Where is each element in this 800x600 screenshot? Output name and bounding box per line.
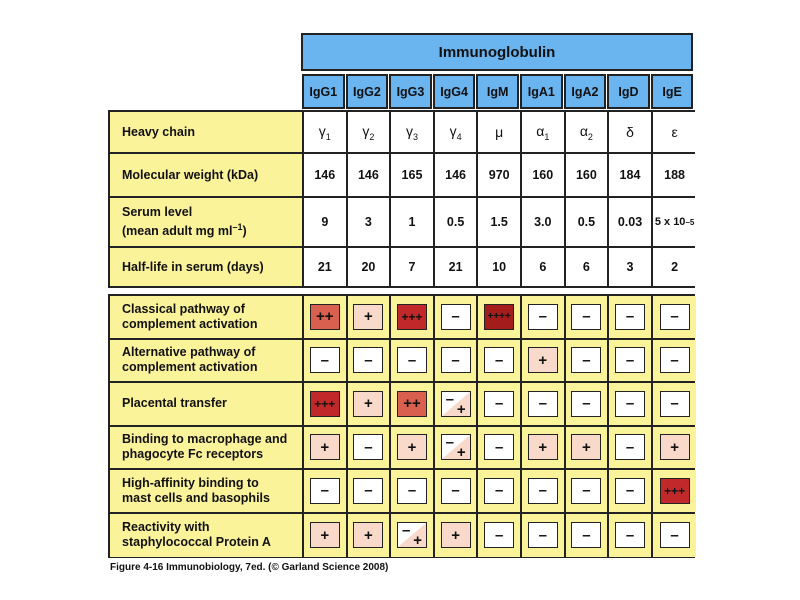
row-label-text: Heavy chain: [122, 124, 195, 139]
function-cell: [348, 514, 392, 558]
activity-symbol: –: [451, 482, 460, 500]
activity-symbol: –: [670, 526, 679, 544]
column-header-iga1: IgA1: [520, 74, 563, 109]
activity-box: [441, 347, 471, 373]
function-cell: [348, 383, 392, 425]
property-cell: [609, 248, 653, 286]
property-value: 0.5: [446, 215, 465, 229]
function-cell: [304, 340, 348, 382]
column-header-igd: IgD: [607, 74, 650, 109]
property-value: 7: [408, 260, 416, 274]
function-cell: [522, 383, 566, 425]
function-cell: [478, 296, 522, 338]
row-label-text: Molecular weight (kDa): [122, 167, 259, 182]
activity-box: [571, 304, 601, 330]
row-label-line2: complement activation: [122, 360, 258, 375]
property-value: 1.5: [490, 215, 508, 229]
property-cell: [348, 112, 392, 152]
activity-symbol: –: [364, 351, 373, 369]
property-value: 184: [619, 168, 641, 182]
property-cell: [435, 154, 479, 196]
activity-symbol: +: [538, 438, 548, 456]
activity-symbol: –: [495, 395, 504, 413]
function-cell: [478, 470, 522, 512]
row-label: [110, 248, 304, 286]
activity-box: [353, 478, 383, 504]
property-value: $\gamma_3$: [405, 122, 418, 142]
function-cell: [348, 427, 392, 469]
function-cell: [478, 383, 522, 425]
activity-symbol: +: [364, 395, 373, 413]
activity-symbol: –: [451, 308, 460, 326]
row-label: [110, 296, 304, 338]
property-value: 6: [539, 260, 547, 274]
activity-box: [397, 347, 427, 373]
property-value: $\alpha_1$: [536, 122, 550, 142]
activity-box-variable: – +: [397, 522, 427, 548]
activity-box: [615, 434, 645, 460]
activity-box: [528, 304, 558, 330]
column-header-ige: IgE: [651, 74, 694, 109]
activity-box: [528, 434, 558, 460]
row-label: [110, 154, 304, 196]
function-cell: [391, 296, 435, 338]
activity-symbol: –: [495, 351, 504, 369]
column-header-igg4: IgG4: [433, 74, 476, 109]
property-value: $\alpha_2$: [579, 122, 593, 142]
property-value: μ: [495, 124, 504, 140]
activity-symbol: –: [407, 351, 417, 369]
row-label-text: Half-life in serum (days): [122, 259, 264, 274]
function-cell: [609, 470, 653, 512]
function-cell: [522, 340, 566, 382]
row-label-line2: mast cells and basophils: [122, 490, 270, 505]
row-label-line2: phagocyte Fc receptors: [122, 447, 264, 462]
function-cell: [435, 427, 479, 469]
function-cell: [348, 296, 392, 338]
property-cell: [653, 112, 697, 152]
activity-symbol: –: [407, 482, 417, 500]
property-cell: [478, 198, 522, 246]
activity-box: [484, 304, 514, 330]
activity-symbol: –: [320, 351, 329, 369]
function-cell: [478, 427, 522, 469]
activity-symbol: –: [625, 482, 635, 500]
property-cell: [304, 112, 348, 152]
row-label: [110, 198, 304, 246]
function-cell: [522, 427, 566, 469]
function-cell: [348, 340, 392, 382]
activity-symbol: +: [407, 438, 417, 456]
column-header-igg3: IgG3: [389, 74, 432, 109]
property-cell: [522, 112, 566, 152]
property-cell: [566, 154, 610, 196]
activity-symbol: –: [625, 308, 635, 326]
function-cell: [478, 514, 522, 558]
row-label-line1: High-affinity binding to: [122, 475, 259, 490]
column-header-iga2: IgA2: [564, 74, 607, 109]
activity-symbol: –: [495, 482, 504, 500]
activity-box: [528, 522, 558, 548]
activity-box: [484, 478, 514, 504]
property-value: 10: [492, 260, 507, 274]
properties-table: [108, 110, 695, 288]
property-value: $\gamma_1$: [318, 122, 331, 142]
row-label: [110, 514, 304, 558]
activity-box: [615, 304, 645, 330]
function-cell: [391, 470, 435, 512]
property-value: 188: [664, 168, 686, 182]
activity-symbol: –: [582, 482, 591, 500]
function-row: [110, 470, 693, 514]
function-cell: [566, 514, 610, 558]
property-value: 146: [357, 168, 379, 182]
activity-box: [310, 478, 340, 504]
property-value: 6: [582, 260, 590, 274]
immunoglobulin-header: [301, 33, 693, 71]
property-value: 165: [401, 168, 423, 182]
property-cell: [391, 198, 435, 246]
activity-box: [397, 434, 427, 460]
activity-box: [528, 347, 558, 373]
property-value: 3: [364, 215, 372, 229]
activity-box: [528, 478, 558, 504]
function-row: [110, 296, 693, 340]
activity-symbol: +: [364, 526, 373, 544]
property-cell: [348, 248, 392, 286]
property-cell: [478, 248, 522, 286]
figure-caption: Figure 4-16 Immunobiology, 7ed. (© Garland Science 2008): [110, 562, 389, 573]
activity-box-variable: – +: [441, 391, 471, 417]
activity-box: [397, 391, 427, 417]
activity-symbol: ++: [403, 395, 421, 413]
property-cell: [609, 112, 653, 152]
activity-symbol: –: [625, 526, 635, 544]
immunoglobulin-title: Immunoglobulin: [438, 43, 556, 61]
activity-symbol: –: [495, 526, 504, 544]
function-table: [108, 294, 695, 558]
row-label: [110, 470, 304, 512]
column-header-igg2: IgG2: [346, 74, 389, 109]
property-value: 160: [532, 168, 554, 182]
property-value: 3: [626, 260, 634, 274]
activity-box: [310, 304, 340, 330]
activity-symbol: –: [538, 308, 547, 326]
activity-symbol: +: [670, 438, 679, 456]
property-cell: [348, 198, 392, 246]
activity-box: [310, 391, 340, 417]
row-label-line1: Serum level: [122, 204, 193, 219]
property-value: 146: [445, 168, 467, 182]
property-cell: [566, 198, 610, 246]
activity-symbol: –: [364, 438, 373, 456]
activity-symbol: +: [320, 438, 330, 456]
column-header-igm: IgM: [476, 74, 519, 109]
activity-symbol: +: [364, 308, 373, 326]
activity-box: [571, 434, 601, 460]
activity-box: [484, 347, 514, 373]
function-cell: [609, 340, 653, 382]
activity-symbol: –: [625, 438, 635, 456]
function-cell: [609, 383, 653, 425]
property-cell: [609, 154, 653, 196]
activity-symbol: –: [538, 526, 547, 544]
function-row: [110, 427, 693, 471]
property-cell: [522, 154, 566, 196]
function-cell: [653, 383, 697, 425]
activity-box: [441, 304, 471, 330]
activity-box: [310, 347, 340, 373]
function-cell: [435, 296, 479, 338]
activity-box: [615, 391, 645, 417]
property-cell: [391, 248, 435, 286]
property-row: [110, 154, 693, 198]
property-value: $\gamma_2$: [362, 122, 375, 142]
activity-symbol: –: [582, 351, 591, 369]
function-cell: [653, 470, 697, 512]
property-value: 146: [314, 168, 336, 182]
activity-symbol: –: [538, 395, 547, 413]
activity-symbol: –: [582, 308, 591, 326]
activity-box: [310, 434, 340, 460]
property-cell: [435, 248, 479, 286]
activity-box: [353, 347, 383, 373]
row-label-line2: staphylococcal Protein A: [122, 535, 271, 550]
activity-symbol: –: [670, 308, 679, 326]
activity-symbol: –: [495, 438, 504, 456]
activity-symbol: –: [451, 351, 460, 369]
function-cell: [304, 470, 348, 512]
property-value: 21: [448, 260, 463, 274]
activity-box: [660, 434, 690, 460]
function-cell: [653, 514, 697, 558]
function-cell: [391, 514, 435, 558]
activity-symbol: ++++: [487, 311, 511, 323]
function-cell: [391, 340, 435, 382]
activity-box: [571, 522, 601, 548]
row-label: [110, 340, 304, 382]
activity-box: [484, 391, 514, 417]
column-header-igg1: IgG1: [302, 74, 345, 109]
property-value: δ: [626, 124, 634, 140]
function-cell: [435, 383, 479, 425]
activity-symbol: +++: [664, 483, 686, 498]
activity-box: [484, 434, 514, 460]
function-cell: [566, 470, 610, 512]
row-label-line2: (mean adult mg $ml^{-1}$): [122, 221, 247, 239]
activity-box: [353, 391, 383, 417]
activity-box: [615, 478, 645, 504]
activity-symbol: –: [364, 482, 373, 500]
property-cell: [566, 112, 610, 152]
property-value: 970: [488, 168, 510, 182]
function-cell: [391, 427, 435, 469]
activity-box: [397, 304, 427, 330]
activity-symbol: –: [670, 351, 679, 369]
property-cell: [566, 248, 610, 286]
property-cell: [653, 248, 697, 286]
property-cell: [609, 198, 653, 246]
activity-symbol: +: [320, 526, 330, 544]
property-value: ε: [671, 124, 678, 140]
function-row: [110, 514, 693, 558]
row-label-line2: complement activation: [122, 316, 258, 331]
function-row: [110, 340, 693, 384]
property-row: [110, 248, 693, 286]
function-cell: [653, 340, 697, 382]
property-value: 21: [317, 260, 332, 274]
function-cell: [566, 340, 610, 382]
function-cell: [653, 296, 697, 338]
function-cell: [653, 427, 697, 469]
activity-symbol: ++: [316, 308, 334, 326]
activity-box: [615, 347, 645, 373]
property-value: 0.03: [617, 215, 643, 229]
row-label-line1: Alternative pathway of: [122, 345, 256, 360]
activity-box: [528, 391, 558, 417]
property-value: 1: [408, 215, 416, 229]
function-cell: [609, 514, 653, 558]
property-cell: [348, 154, 392, 196]
row-label: [110, 383, 304, 425]
property-value: $\gamma_4$: [449, 122, 462, 142]
activity-symbol: +: [582, 438, 591, 456]
function-row: [110, 383, 693, 427]
activity-box: [660, 304, 690, 330]
function-cell: [304, 514, 348, 558]
activity-symbol: –: [320, 482, 329, 500]
property-cell: [522, 248, 566, 286]
property-value: 9: [321, 215, 329, 229]
row-label: [110, 112, 304, 152]
activity-box: [660, 391, 690, 417]
property-value: 20: [361, 260, 376, 274]
row-label-line1: Placental transfer: [122, 396, 227, 411]
function-cell: [566, 427, 610, 469]
property-value: 3.0: [534, 215, 552, 229]
activity-symbol: –: [670, 395, 679, 413]
property-cell: 5 x 10 –5: [653, 198, 697, 246]
activity-box: [571, 391, 601, 417]
activity-box: [660, 347, 690, 373]
row-label: [110, 427, 304, 469]
property-cell: [478, 154, 522, 196]
function-cell: [566, 296, 610, 338]
row-label-line1: Reactivity with: [122, 520, 210, 535]
property-cell: [391, 154, 435, 196]
activity-box: [571, 478, 601, 504]
property-cell: [653, 154, 697, 196]
activity-box: [571, 347, 601, 373]
function-cell: [304, 427, 348, 469]
activity-box: [441, 478, 471, 504]
property-cell: [304, 248, 348, 286]
activity-symbol: –: [582, 526, 591, 544]
activity-box: [397, 478, 427, 504]
activity-box: [615, 522, 645, 548]
property-cell: [391, 112, 435, 152]
property-row: [110, 112, 693, 154]
property-cell: [435, 112, 479, 152]
function-cell: [522, 514, 566, 558]
activity-symbol: –: [582, 395, 591, 413]
property-cell: [304, 154, 348, 196]
activity-box: [310, 522, 340, 548]
property-cell: [478, 112, 522, 152]
function-cell: [435, 470, 479, 512]
property-value: 160: [575, 168, 597, 182]
function-cell: [522, 296, 566, 338]
function-cell: [304, 383, 348, 425]
activity-symbol: +: [538, 351, 548, 369]
function-cell: [391, 383, 435, 425]
function-cell: [304, 296, 348, 338]
activity-symbol: +++: [314, 396, 336, 411]
row-label-line1: Classical pathway of: [122, 301, 245, 316]
function-cell: [478, 340, 522, 382]
function-cell: [348, 470, 392, 512]
property-cell: [304, 198, 348, 246]
activity-symbol: –: [538, 482, 547, 500]
activity-symbol: +: [451, 526, 460, 544]
property-cell: [522, 198, 566, 246]
function-cell: [435, 514, 479, 558]
activity-box: [441, 522, 471, 548]
activity-symbol: –: [625, 351, 635, 369]
row-label-line1: Binding to macrophage and: [122, 432, 288, 447]
activity-symbol: +++: [401, 309, 423, 324]
function-cell: [435, 340, 479, 382]
property-cell: [435, 198, 479, 246]
property-row: [110, 198, 693, 248]
activity-box: [660, 478, 690, 504]
property-value: 2: [671, 260, 679, 274]
activity-box: [353, 304, 383, 330]
activity-box: [660, 522, 690, 548]
function-cell: [609, 427, 653, 469]
function-cell: [522, 470, 566, 512]
activity-box: [484, 522, 514, 548]
function-cell: [566, 383, 610, 425]
function-cell: [609, 296, 653, 338]
activity-box: [353, 522, 383, 548]
activity-box-variable: – +: [441, 434, 471, 460]
property-value: 0.5: [577, 215, 596, 229]
activity-box: [353, 434, 383, 460]
activity-symbol: –: [625, 395, 635, 413]
property-value: 5 x 10: [654, 216, 686, 228]
